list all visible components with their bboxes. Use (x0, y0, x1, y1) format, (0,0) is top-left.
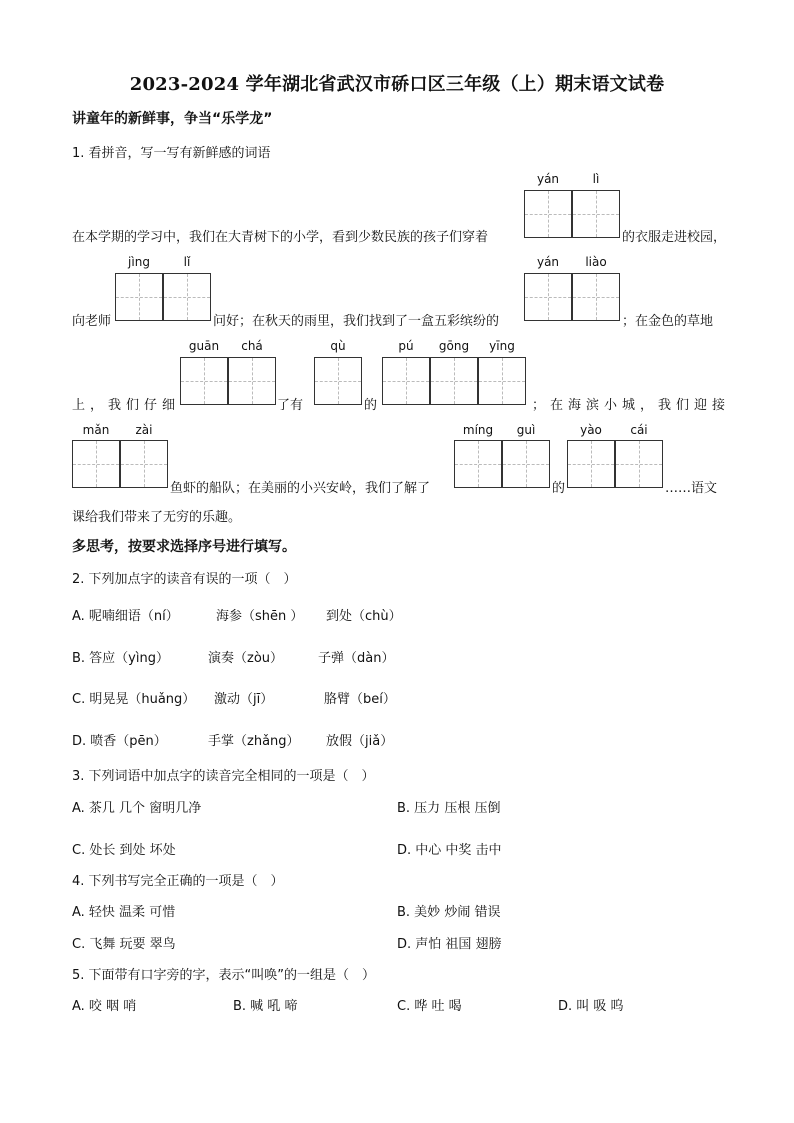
pinyin-label: yán (536, 172, 560, 186)
writing-box[interactable] (382, 357, 430, 405)
pinyin-label: yán (536, 255, 560, 269)
section-heading-1: 讲童年的新鲜事，争当“乐学龙” (72, 111, 273, 127)
pinyin-label: liào (585, 255, 607, 269)
question-5-title: 5. 下面带有口字旁的字，表示“叫唤”的一组是（ ） (72, 968, 376, 983)
q4-option-d: D. 声怕 祖国 翅膀 (397, 937, 502, 952)
writing-box[interactable] (615, 440, 663, 488)
pinyin-label: jìng (128, 255, 150, 269)
q4-option-a: A. 轻快 温柔 可惜 (72, 905, 176, 920)
writing-box[interactable] (572, 273, 620, 321)
q2-option-b: B. 答应（yìng） (72, 651, 169, 666)
question-1-text: 的衣服走进校园， (622, 230, 727, 245)
writing-box[interactable] (180, 357, 228, 405)
writing-box[interactable] (120, 440, 168, 488)
q2-option-d: 放假（jiǎ） (326, 734, 394, 749)
q5-option-b: B. 喊 吼 啼 (233, 999, 298, 1014)
pinyin-label: guān (188, 339, 220, 353)
q2-option-b: 演奏（zòu） (208, 651, 284, 666)
pinyin-label: lǐ (183, 255, 191, 269)
q4-option-c: C. 飞舞 玩要 翠鸟 (72, 937, 176, 952)
pinyin-label: yīng (489, 339, 515, 353)
writing-box[interactable] (524, 273, 572, 321)
pinyin-label: qù (330, 339, 346, 353)
question-1-title: 1. 看拼音，写一写有新鲜感的词语 (72, 146, 271, 161)
q2-option-c: C. 明晃晃（huǎng） (72, 692, 196, 707)
writing-box[interactable] (163, 273, 211, 321)
writing-box[interactable] (228, 357, 276, 405)
writing-box[interactable] (502, 440, 550, 488)
pinyin-label: lì (592, 172, 600, 186)
pinyin-label: pú (398, 339, 414, 353)
writing-box[interactable] (115, 273, 163, 321)
q3-option-b: B. 压力 压根 压倒 (397, 801, 501, 816)
q3-option-a: A. 茶几 几个 窗明几净 (72, 801, 202, 816)
question-3-title: 3. 下列词语中加点字的读音完全相同的一项是（ ） (72, 769, 375, 784)
question-1-text: 了有 (277, 398, 304, 413)
writing-box[interactable] (72, 440, 120, 488)
question-2-title: 2. 下列加点字的读音有误的一项（ ） (72, 572, 297, 587)
q5-option-a: A. 咬 咽 哨 (72, 999, 137, 1014)
question-1-text: 课给我们带来了无穷的乐趣。 (72, 510, 242, 525)
pinyin-label: mǎn (82, 423, 110, 437)
q2-option-a: 海参（shēn ） (216, 609, 304, 624)
q4-option-b: B. 美妙 炒闹 错误 (397, 905, 501, 920)
question-1-text: ……语文 (665, 481, 718, 496)
question-1-text: ；在海滨小城，我们迎接 (532, 398, 731, 413)
pinyin-label: cái (630, 423, 648, 437)
writing-box[interactable] (567, 440, 615, 488)
writing-box[interactable] (454, 440, 502, 488)
pinyin-label: chá (241, 339, 263, 353)
q2-option-d: D. 喷香（pēn） (72, 734, 167, 749)
pinyin-label: gōng (438, 339, 470, 353)
question-1-text: 向老师 (72, 314, 112, 329)
q2-option-a: 到处（chù） (326, 609, 402, 624)
q5-option-d: D. 叫 吸 呜 (558, 999, 624, 1014)
q2-option-b: 子弹（dàn） (318, 651, 395, 666)
q3-option-c: C. 处长 到处 坏处 (72, 843, 176, 858)
writing-box[interactable] (572, 190, 620, 238)
pinyin-label: míng (462, 423, 494, 437)
writing-box[interactable] (524, 190, 572, 238)
question-1-text: 的 (552, 481, 566, 496)
q2-option-c: 激动（jī） (214, 692, 274, 707)
section-heading-2: 多思考，按要求选择序号进行填写。 (72, 539, 296, 555)
question-1-text: 鱼虾的船队；在美丽的小兴安岭，我们了解了 (170, 481, 431, 496)
q2-option-c: 胳臂（beí） (324, 692, 396, 707)
question-1-text: 问好；在秋天的雨里，我们找到了一盒五彩缤纷的 (213, 314, 500, 329)
q2-option-d: 手掌（zhǎng） (208, 734, 300, 749)
page-title: 2023-2024 学年湖北省武汉市硚口区三年级（上）期末语文试卷 (129, 74, 665, 95)
q5-option-c: C. 哗 吐 喝 (397, 999, 462, 1014)
q3-option-d: D. 中心 中奖 击中 (397, 843, 502, 858)
writing-box[interactable] (478, 357, 526, 405)
pinyin-label: yào (580, 423, 602, 437)
question-4-title: 4. 下列书写完全正确的一项是（ ） (72, 874, 284, 889)
question-1-text: ；在金色的草地 (622, 314, 714, 329)
pinyin-label: guì (516, 423, 536, 437)
writing-box[interactable] (430, 357, 478, 405)
question-1-text: 在本学期的学习中，我们在大青树下的小学，看到少数民族的孩子们穿着 (72, 230, 489, 245)
q2-option-a: A. 呢喃细语（ní） (72, 609, 179, 624)
pinyin-label: zài (135, 423, 153, 437)
writing-box[interactable] (314, 357, 362, 405)
question-1-text: 的 (364, 398, 378, 413)
question-1-text: 上，我们仔细 (72, 398, 181, 413)
